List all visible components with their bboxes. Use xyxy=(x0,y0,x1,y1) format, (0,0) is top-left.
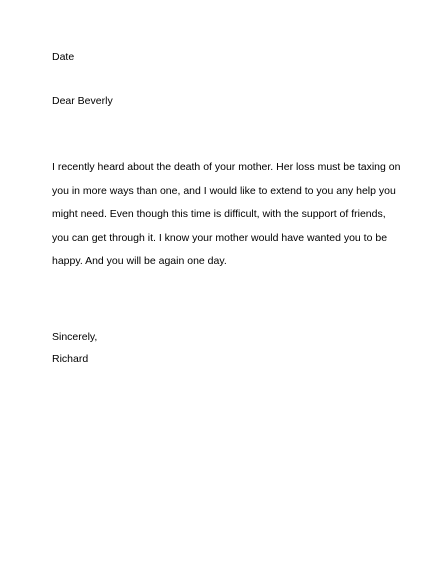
salutation: Dear Beverly xyxy=(52,95,113,107)
date-label: Date xyxy=(52,51,75,63)
closing: Sincerely, xyxy=(52,331,98,343)
body-line: might need. Even though this time is difficult, with the support of friends, xyxy=(52,208,386,220)
body-line: you in more ways than one, and I would like to extend to you any help you xyxy=(52,184,396,197)
body-line: I recently heard about the death of your mother. Her loss must be taxing on xyxy=(52,161,401,173)
signature: Richard xyxy=(52,353,89,365)
body-line: you can get through it. I know your mother would have wanted you to be xyxy=(52,231,388,244)
body-line: happy. And you will be again one day. xyxy=(52,255,227,267)
letter-body xyxy=(52,161,402,279)
